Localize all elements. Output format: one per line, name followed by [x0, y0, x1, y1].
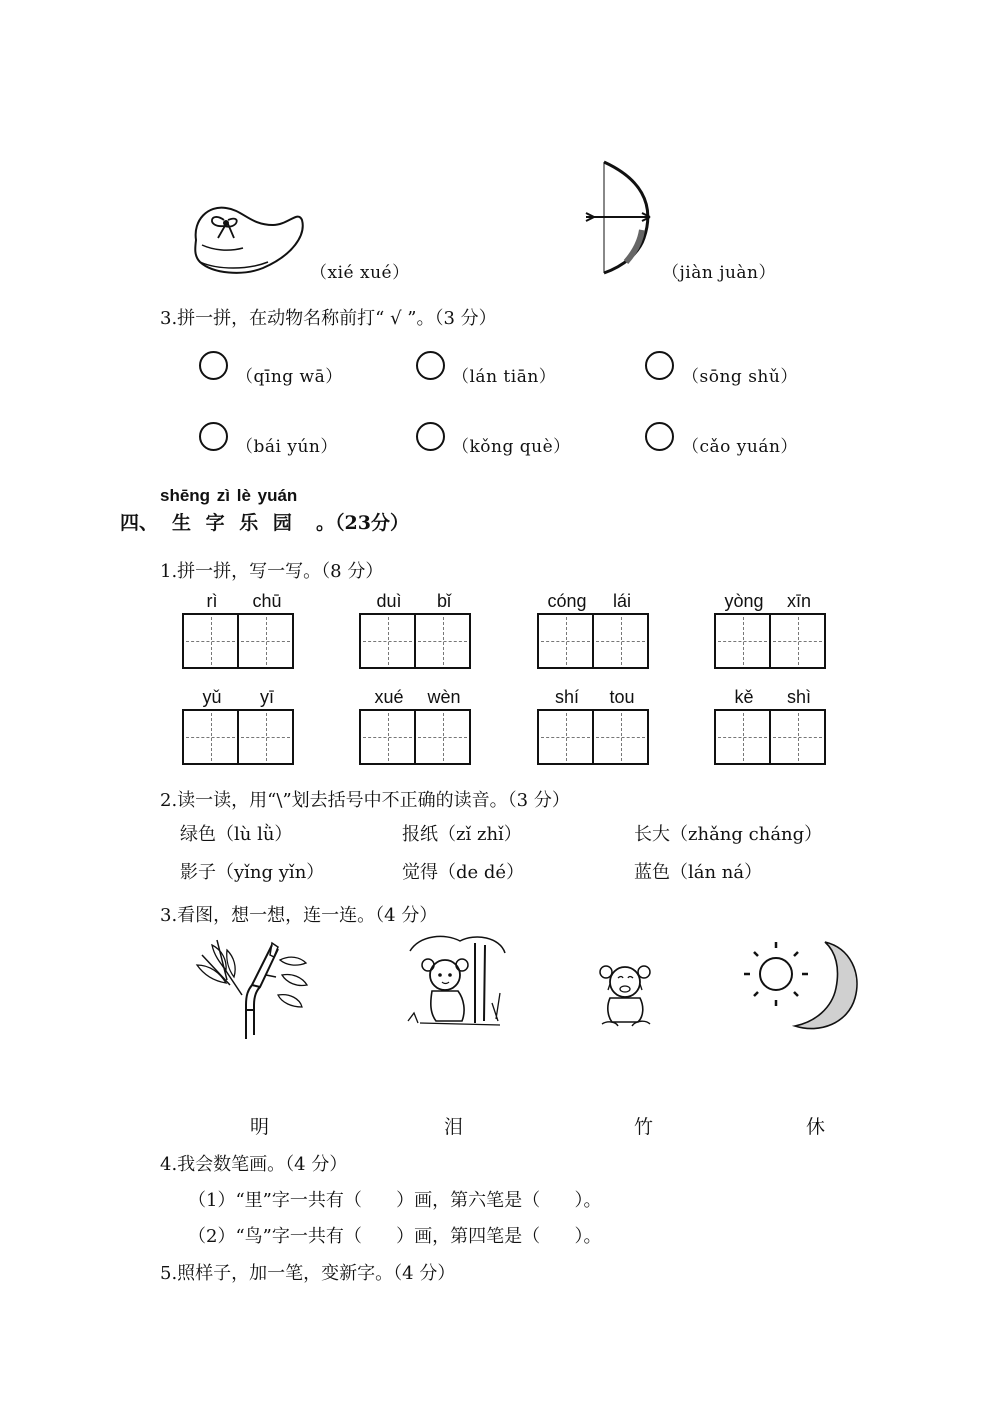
writing-grid[interactable] — [182, 591, 294, 669]
section-title-score: 。（23分） — [316, 512, 409, 534]
q4-title: 4.我会数笔画。（4 分） — [160, 1154, 348, 1175]
grid-pinyin: kě — [734, 687, 754, 707]
writing-grid[interactable] — [182, 687, 294, 765]
sun-moon-picture — [740, 938, 865, 1038]
writing-grid[interactable] — [714, 591, 826, 669]
q3-animals-title: 3.拼一拼，在动物名称前打“ √ ”。（3 分） — [160, 308, 497, 329]
bamboo-picture — [182, 935, 312, 1041]
answer-circle[interactable] — [199, 422, 228, 451]
option-label: （kǒng què） — [452, 437, 571, 457]
grid-pinyin: shì — [786, 687, 811, 707]
answer-circle[interactable] — [416, 351, 445, 380]
match-char: 泪 — [444, 1116, 464, 1138]
match-char: 休 — [806, 1116, 826, 1138]
q5-title: 5.照样子，加一笔，变新字。（4 分） — [160, 1263, 456, 1284]
answer-circle[interactable] — [645, 351, 674, 380]
option-label: （lán tiān） — [452, 367, 557, 387]
q4-line: （1）“里”字一共有（ ）画，第六笔是（ ）。 — [188, 1190, 602, 1211]
q4-line: （2）“鸟”字一共有（ ）画，第四笔是（ ）。 — [188, 1226, 602, 1247]
grid-pinyin: xué — [374, 687, 404, 707]
q2-item: 长大（zhǎng cháng） — [634, 824, 823, 845]
section-title: 生 字 乐 园 — [172, 512, 296, 534]
grid-pinyin: yī — [259, 687, 274, 707]
crying-girl-picture — [588, 962, 663, 1032]
option-label: （qīng wā） — [236, 367, 343, 387]
grid-pinyin: rì — [206, 591, 218, 611]
q2-title: 2.读一读，用“\”划去括号中不正确的读音。（3 分） — [160, 790, 570, 811]
grid-pinyin: shí — [554, 687, 579, 707]
grid-pinyin: yǔ — [202, 687, 222, 707]
girl-resting-picture — [400, 933, 510, 1033]
q2-item: 影子（yǐng yǐn） — [180, 862, 325, 883]
grid-pinyin: cóng — [547, 591, 587, 611]
shoe-picture — [188, 190, 308, 275]
writing-grid[interactable] — [359, 687, 471, 765]
grid-pinyin: tou — [609, 687, 635, 707]
answer-circle[interactable] — [645, 422, 674, 451]
option-label: （bái yún） — [236, 437, 338, 457]
match-char: 竹 — [634, 1116, 654, 1138]
q2-item: 绿色（lù lǜ） — [180, 824, 293, 845]
answer-circle[interactable] — [416, 422, 445, 451]
grid-pinyin: bǐ — [436, 591, 451, 611]
section-number: 四、 — [120, 512, 159, 534]
q2-item: 觉得（de dé） — [402, 862, 525, 883]
grid-pinyin: duì — [376, 591, 402, 611]
bow-arrow-picture — [584, 158, 659, 276]
grid-pinyin: chū — [252, 591, 282, 611]
match-char: 明 — [250, 1116, 270, 1138]
answer-circle[interactable] — [199, 351, 228, 380]
grid-pinyin: xīn — [786, 591, 811, 611]
q3-match-title: 3.看图，想一想，连一连。（4 分） — [160, 905, 438, 926]
grid-pinyin: yòng — [724, 591, 764, 611]
section-title-pinyin: shēng zì lè yuán — [160, 486, 298, 505]
q1-title: 1.拼一拼，写一写。（8 分） — [160, 561, 384, 582]
grid-pinyin: wèn — [427, 687, 461, 707]
q2-item: 蓝色（lán ná） — [634, 862, 763, 883]
shoe-pinyin: （xié xué） — [310, 263, 410, 283]
writing-grid[interactable] — [359, 591, 471, 669]
option-label: （sōng shǔ） — [682, 367, 798, 387]
bow-pinyin: （jiàn juàn） — [662, 263, 776, 283]
grid-pinyin: lái — [612, 591, 631, 611]
writing-grid[interactable] — [537, 591, 649, 669]
q2-item: 报纸（zǐ zhǐ） — [402, 824, 522, 845]
writing-grid[interactable] — [714, 687, 826, 765]
option-label: （cǎo yuán） — [682, 437, 798, 457]
writing-grid[interactable] — [537, 687, 649, 765]
